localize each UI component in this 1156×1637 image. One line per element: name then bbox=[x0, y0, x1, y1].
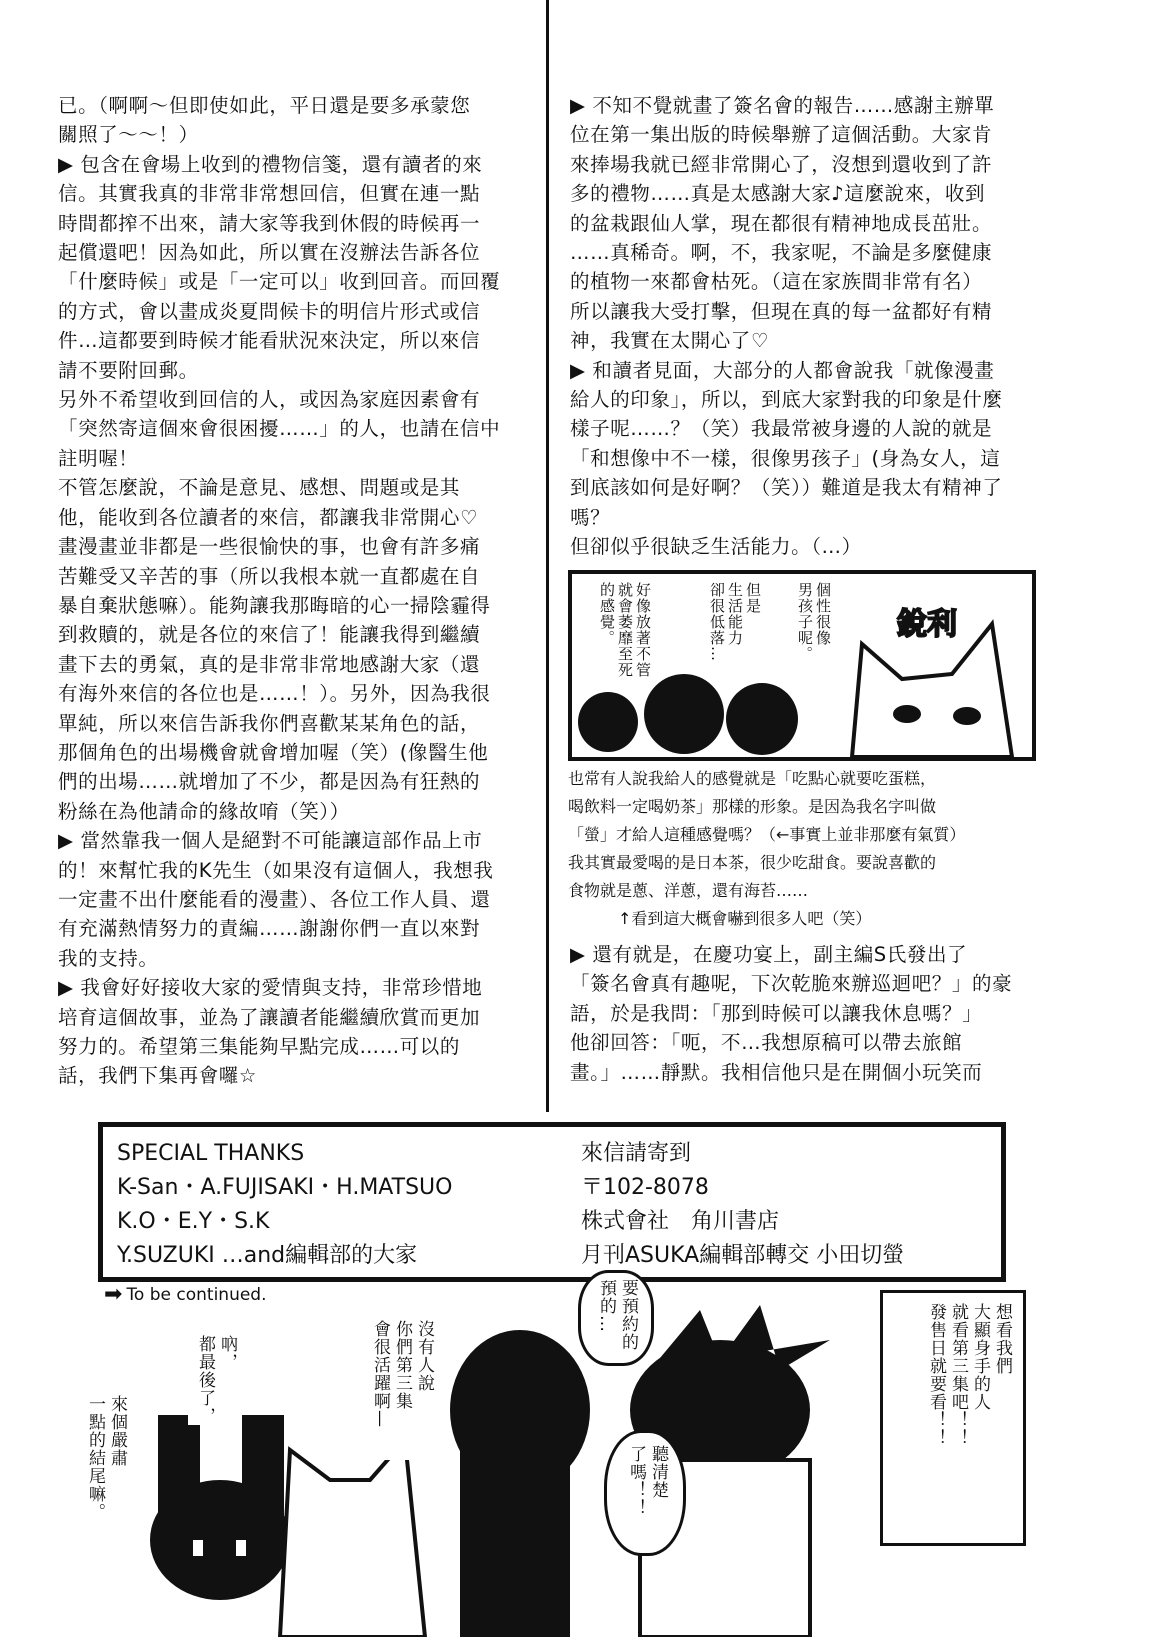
right-para-2: ▶ 和讀者見面，大部分的人都會說我「就像漫畫 給人的印象」，所以，到底大家對我的印象是什麼 樣子呢……？（笑）我最常被身邊的人說的就是 「和想像中不一樣，很像男孩子」(身為女人，這 到底該如何是好啊？（笑））難道是我太有精神了 嗎？ bbox=[570, 358, 1003, 529]
special-thanks-box bbox=[98, 1122, 1006, 1282]
mail-address bbox=[581, 1137, 904, 1273]
caption-text: 也常有人說我給人的感覺就是「吃點心就要吃蛋糕， 喝飲料一定喝奶茶」那樣的形象。是因為我名字叫做 「螢」才給人這種感覺嗎？（←事實上並非那麼有氣質） 我其實最愛喝的是日本茶，很少吃甜食。要說喜歡的 食物就是蔥、洋蔥，還有海苔…… bbox=[568, 769, 966, 900]
right-column bbox=[570, 91, 1030, 562]
comic-bubble-3: 好像放著不管 就會萎靡至死 的感覺。 bbox=[598, 582, 652, 678]
speech-bubble-listen bbox=[604, 1430, 686, 1556]
address-postal: 〒102-8078 bbox=[581, 1175, 709, 1200]
address-dept: 月刊ASUKA編輯部轉交 小田切螢 bbox=[581, 1243, 905, 1268]
left-para-1: 已。（啊啊～但即使如此，平日還是要多承蒙您 關照了～～！） bbox=[58, 94, 471, 147]
column-divider bbox=[546, 0, 549, 1112]
thanks-names-1: K-San・A.FUJISAKI・H.MATSUO bbox=[117, 1175, 453, 1200]
arrow-right-icon: ➡ bbox=[104, 1282, 123, 1307]
thanks-list bbox=[117, 1137, 452, 1273]
speech-bubble-volume3 bbox=[880, 1290, 1026, 1546]
left-para-5: ▶ 當然靠我一個人是絕對不可能讓這部作品上市 的！來幫忙我的K先生（如果沒有這個人，我想我 一定畫不出什麼能看的漫畫）、各位工作人員、還 有充滿熱情努力的責編……謝謝你們一直以來對 我的支持。 bbox=[58, 829, 494, 970]
left-column bbox=[58, 91, 518, 1091]
left-para-6: ▶ 我會好好接收大家的愛情與支持，非常珍惜地 培育這個故事，並為了讓讀者能繼續欣賞而更加 努力的。希望第三集能夠早點完成……可以的 話，我們下集再會囉☆ bbox=[58, 976, 483, 1088]
caption-note: ↑看到這大概會嚇到很多人吧（笑） bbox=[618, 909, 872, 928]
thanks-names-3: Y.SUZUKI …and編輯部的大家 bbox=[117, 1243, 418, 1268]
sfx-text: 銳利 bbox=[897, 607, 957, 642]
speech-bubble-last bbox=[188, 1335, 238, 1425]
thanks-names-2: K.O・E.Y・S.K bbox=[117, 1209, 270, 1234]
left-para-4: 不管怎麼說，不論是意見、感想、問題或是其 他，能收到各位讀者的來信，都讓我非常開心♡ 畫漫畫並非都是一些很愉快的事，也會有許多痛 苦難受又辛苦的事（所以我根本就一直都處在自 暴自棄狀態嘛）。能夠讓我那晦暗的心一掃陰霾得 到救贖的，就是各位的來信了！能讓我得到繼續 畫下去的勇氣，真的是非常非常地感謝大家（還 有海外來信的各位也是……！）。另外，因為我很 單純，所以來信告訴我你們喜歡某某角色的話， 那個角色的出場機會就會增加喔（笑）(像醫生他 們的出場……就增加了不少，都是因為有狂熱的 粉絲在為他請命的緣故唷（笑）） bbox=[58, 476, 491, 823]
comic-panel bbox=[568, 570, 1036, 761]
bubble-text-1: 來個嚴肅 一點的結尾嘛。 bbox=[85, 1395, 127, 1521]
speech-bubble-active bbox=[355, 1320, 435, 1460]
left-para-2: ▶ 包含在會場上收到的禮物信箋，還有讀者的來 信。其實我真的非常非常想回信，但實在連一點 時間都搾不出來，請大家等我到休假的時候再一 起償還吧！因為如此，所以實在沒辦法告訴各位 「什麼時候」或是「一定可以」收到回音。而回覆 的方式，會以畫成炎夏問候卡的明信片形式或信 件…這都要到時候才能看狀況來決定，所以來信 請不要附回郵。 bbox=[58, 152, 501, 382]
bubble-text-5: 聽清楚 了嗎！！ bbox=[626, 1445, 668, 1517]
right-column-bottom bbox=[570, 940, 1030, 1087]
thanks-heading: SPECIAL THANKS bbox=[117, 1141, 305, 1166]
address-company: 株式會社 角川書店 bbox=[581, 1209, 780, 1234]
speech-bubble-serious bbox=[68, 1395, 128, 1525]
address-heading: 來信請寄到 bbox=[581, 1141, 692, 1166]
right-bottom-para: ▶ 還有就是，在慶功宴上，副主編S氏發出了 「簽名會真有趣呢，下次乾脆來辦巡迴吧？」的豪 語，於是我問：「那到時候可以讓我休息嗎？」 他卻回答：「呃，不…我想原稿可以帶去旅館 畫。」……靜默。我相信他只是在開個小玩笑而 bbox=[570, 943, 1013, 1084]
right-para-1: ▶ 不知不覺就畫了簽名會的報告……感謝主辦單 位在第一集出版的時候舉辦了這個活動。大家肯 來捧場我就已經非常開心了，沒想到還收到了許 多的禮物……真是太感謝大家♪這麼說來，收到 的盆栽跟仙人掌，現在都很有精神地成長茁壯。 ……真稀奇。啊，不，我家呢，不論是多麼健康 的植物一來都會枯死。（這在家族間非常有名） 所以讓我大受打擊，但現在真的每一盆都好有精 神，我實在太開心了♡ bbox=[570, 94, 995, 353]
comic-caption bbox=[568, 765, 1038, 933]
bubble-text-3: 沒有人說 你們第三集 會很活躍啊— bbox=[370, 1320, 434, 1428]
bubble-text-4: 要預約的 預的… bbox=[596, 1279, 638, 1351]
right-para-3: 但卻似乎很缺乏生活能力。（…） bbox=[570, 535, 862, 559]
left-para-3: 另外不希望收到回信的人，或因為家庭因素會有 「突然寄這個來會很困擾……」的人，也請在信中 註明喔！ bbox=[58, 388, 501, 470]
bubble-text-6: 想看我們 大顯身手的人 就看第三集吧！！ 發售日就要看！！ bbox=[926, 1303, 1012, 1447]
bubble-text-2: 吶， 都最後了， bbox=[195, 1335, 237, 1425]
tbc-text: To be continued. bbox=[126, 1284, 267, 1305]
speech-bubble-reserve bbox=[578, 1270, 654, 1366]
comic-bubble-2: 但是 生活能力 卻很低落… bbox=[708, 582, 762, 662]
comic-bubble-1: 個性很像 男孩子呢。 bbox=[796, 582, 832, 662]
